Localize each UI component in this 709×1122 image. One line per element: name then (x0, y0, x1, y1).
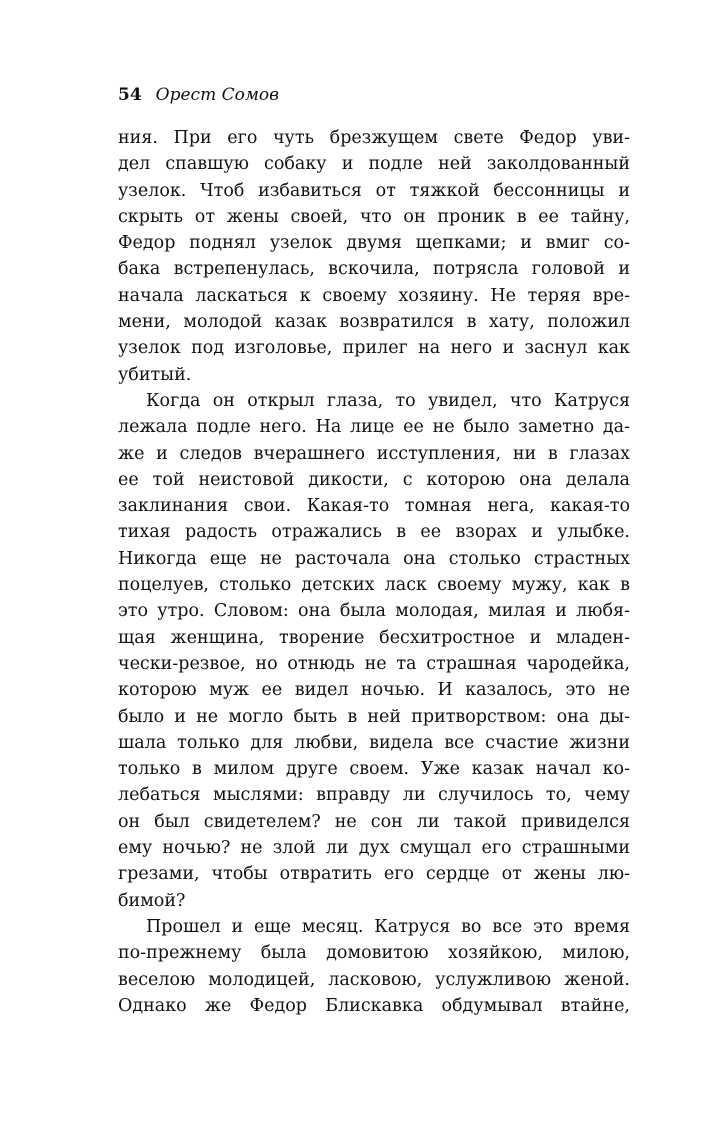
text-line: щая женщина, творение бесхитростное и младен- (118, 627, 630, 648)
text-line: узелок под изголовье, прилег на него и заснул как (118, 338, 630, 359)
text-line: убитый. (118, 364, 192, 385)
text-line: ния. При его чуть брезжущем свете Федор уви- (118, 128, 630, 148)
text-line: лебаться мыслями: вправду ли случилось то, чему (118, 785, 630, 806)
text-line: тихая радость отражались в ее взорах и улыбке. (118, 522, 630, 543)
text-line: веселою молодицей, ласковою, услужливою женой. (118, 969, 630, 990)
text-line: бимой? (118, 890, 186, 911)
running-head (118, 84, 279, 106)
text-line: это утро. Словом: она была молодая, милая и любя- (118, 601, 630, 622)
text-line: Однако же Федор Блискавка обдумывал втайне, (118, 995, 630, 1016)
text-line: чески-резвое, но отнюдь не та страшная чародейка, (118, 653, 630, 674)
text-line: дел спавшую собаку и подле ней заколдованный (118, 154, 630, 175)
text-line: Когда он открыл глаза, то увидел, что Катруся (146, 390, 630, 411)
text-line: грезами, чтобы отвратить его сердце от жены лю- (118, 864, 630, 885)
text-line: ее той неистовой дикости, с которою она делала (118, 469, 630, 490)
text-line: он был свидетелем? не сон ли такой привиделся (118, 811, 630, 832)
text-line: только в милом друге своем. Уже казак начал ко- (118, 759, 630, 780)
text-line: было и не могло быть в ней притворством: она ды- (118, 706, 630, 727)
text-line: бака встрепенулась, вскочила, потрясла головой и (118, 259, 630, 280)
text-line: по-прежнему была домовитою хозяйкою, милою, (118, 943, 630, 964)
body-text (118, 125, 630, 1019)
text-line: ему ночью? не злой ли дух смущал его страшными (118, 838, 630, 859)
text-line: узелок. Чтоб избавиться от тяжкой бессонницы и (118, 180, 630, 201)
text-line: которою муж ее видел ночью. И казалось, это не (118, 680, 630, 701)
page-number: 54 (118, 85, 142, 105)
text-line: шала только для любви, видела все счастие жизни (118, 732, 630, 753)
text-line: Прошел и еще месяц. Катруся во все это время (146, 916, 630, 937)
text-line: Никогда еще не расточала она столько страстных (118, 548, 630, 569)
text-line: мени, молодой казак возвратился в хату, положил (118, 312, 630, 333)
text-line: поцелуев, столько детских ласк своему мужу, как в (118, 575, 630, 596)
text-line: начала ласкаться к своему хозяину. Не теряя вре- (118, 285, 630, 306)
text-line: Федор поднял узелок двумя щепками; и вмиг со- (118, 233, 630, 254)
text-line: заклинания свои. Какая-то томная нега, какая-то (118, 496, 630, 517)
text-line: же и следов вчерашнего исступления, ни в глазах (118, 443, 630, 464)
running-head-author: Орест Сомов (155, 85, 280, 105)
text-line: скрыть от жены своей, что он проник в ее тайну, (118, 206, 630, 227)
text-line: лежала подле него. На лице ее не было заметно да- (118, 417, 630, 438)
